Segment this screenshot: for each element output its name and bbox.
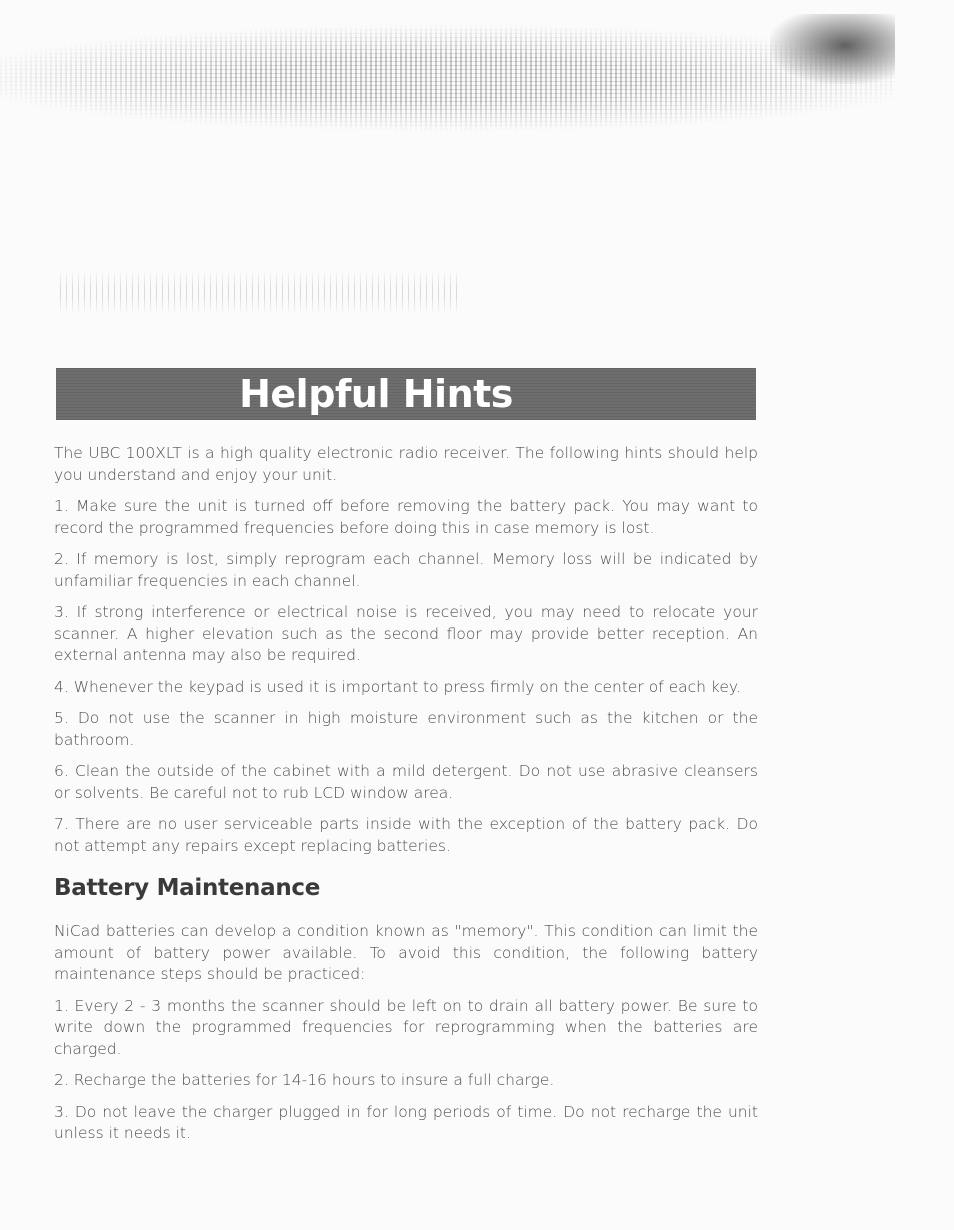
hint-item-4: 4. Whenever the keypad is used it is important to press firmly on the center of each key. (54, 677, 741, 696)
hint-item-3: 3. If strong interference or electrical noise is received, you may need to relocate your scanner. A higher elevation such as the second floor may provide better reception. An external antenna may also be required. (54, 603, 758, 664)
hint-item-1: 1. Make sure the unit is turned off before removing the battery pack. You may want to record the programmed frequencies before doing this in case memory is lost. (54, 497, 758, 537)
battery-intro-paragraph: NiCad batteries can develop a condition known as "memory". This condition can limit the amount of battery power available. To avoid this condition, the following battery maintenance steps should be practiced: (54, 922, 758, 983)
battery-step-1: 1. Every 2 - 3 months the scanner should be left on to drain all battery power. Be sure to write down the programmed frequencies for reprogramming when the batteries are charged. (54, 996, 758, 1058)
hint-item-6: 6. Clean the outside of the cabinet with a mild detergent. Do not use abrasive cleansers or solvents. Be careful not to rub LCD window area. (54, 762, 758, 802)
battery-maintenance-heading: Battery Maintenance (54, 875, 321, 901)
battery-step-2: 2. Recharge the batteries for 14-16 hours to insure a full charge. (54, 1071, 555, 1089)
scan-noise-faint (60, 270, 460, 315)
hint-item-2: 2. If memory is lost, simply reprogram each channel. Memory loss will be indicated by unfamiliar frequencies in each channel. (54, 550, 758, 590)
scan-noise-top (0, 18, 895, 138)
hint-item-5: 5. Do not use the scanner in high moisture environment such as the kitchen or the bathroom. (54, 709, 758, 749)
scan-noise-corner (770, 14, 895, 84)
intro-paragraph: The UBC 100XLT is a high quality electronic radio receiver. The following hints should help you understand and enjoy your unit. (54, 444, 758, 484)
helpful-hints-banner (56, 368, 756, 420)
page-title: Helpful Hints (239, 372, 513, 416)
document-body (54, 443, 758, 1155)
hint-item-7: 7. There are no user serviceable parts inside with the exception of the battery pack. Do not attempt any repairs except replacing batteries. (54, 815, 758, 855)
battery-step-3: 3. Do not leave the charger plugged in for long periods of time. Do not recharge the unit unless it needs it. (54, 1102, 758, 1142)
